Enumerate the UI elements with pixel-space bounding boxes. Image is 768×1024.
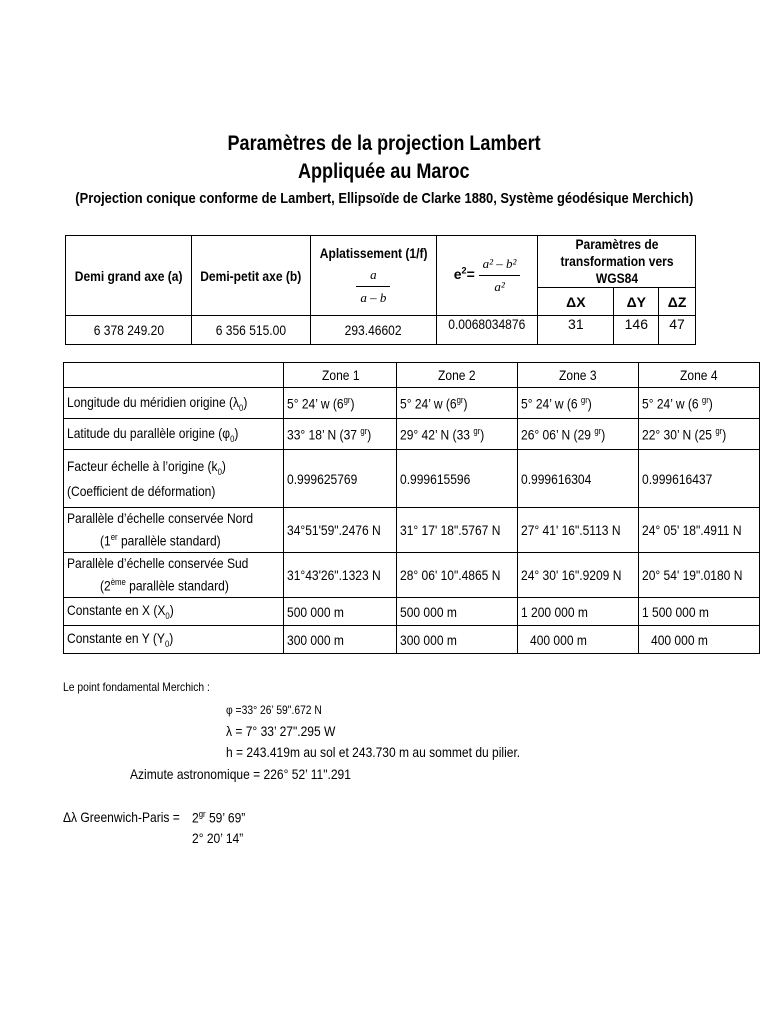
row-label: Parallèle d’échelle conservée Sud (2ème parallèle standard) [64, 553, 284, 598]
zone-header: Zone 1 [284, 363, 397, 388]
table-cell: 26° 06’ N (29 $^{gr}$) [518, 419, 639, 450]
greenwich-paris-grades: $2^{gr}$ 59’ 69” [192, 809, 246, 826]
table-cell: 0.999615596 [397, 450, 518, 508]
table-cell: 0.999616437 [638, 450, 759, 508]
header-flattening: Aplatissement (1/f) $\frac{a}{a - b}$ [310, 236, 436, 316]
row-label: Constante en X $(X_0)$ [64, 598, 284, 626]
page-description: (Projection conique conforme de Lambert, Ellipsoïde de Clarke 1880, Système géodésique Merchich) [75, 190, 693, 207]
value-dz: 47 [659, 316, 696, 345]
header-transformation: Paramètres de transformation vers WGS84 [538, 236, 696, 288]
table-row [64, 419, 760, 450]
fundamental-height: h = 243.419m au sol et 243.730 m au sommet du pilier. [226, 744, 521, 760]
table-cell: 300 000 m [397, 626, 518, 654]
greenwich-paris-degrees: 2° 20’ 14” [192, 830, 244, 846]
value-semi-major-axis: 6 378 249.20 [66, 316, 192, 345]
page-title: Paramètres de la projection Lambert [227, 132, 541, 155]
table-row [64, 553, 760, 598]
row-label: Latitude du parallèle origine $(\varphi_0)$ [64, 419, 284, 450]
table-cell: 20° 54' 19".0180 N [638, 553, 759, 598]
fundamental-point-label: Le point fondamental Merchich : [63, 680, 210, 694]
table-cell: 300 000 m [284, 626, 397, 654]
page-subtitle: Appliquée au Maroc [298, 160, 470, 183]
header-dz: ΔZ [659, 288, 696, 316]
eccentricity-formula: $\frac{\text{a² – b²}}{\text{a²}}$ [479, 256, 521, 295]
fundamental-lambda: λ = 7° 33’ 27".295 W [226, 723, 336, 739]
table-cell: 27° 41' 16".5113 N [518, 508, 639, 553]
fundamental-phi: φ =33° 26’ 59".672 N [226, 703, 322, 717]
value-flattening: 293.46602 [310, 316, 436, 345]
table-row [64, 598, 760, 626]
value-dx: 31 [538, 316, 614, 345]
astronomic-azimuth: Azimute astronomique = 226° 52’ 11".291 [130, 766, 351, 782]
row-label: Constante en Y $(Y_0)$ [64, 626, 284, 654]
table-cell: 29° 42’ N (33 $^{gr}$) [397, 419, 518, 450]
row-label: Longitude du méridien origine $(\lambda_0)$ [64, 388, 284, 419]
table-cell: 34°51'59".2476 N [284, 508, 397, 553]
table-cell: 1 500 000 m [638, 598, 759, 626]
table-cell: 400 000 m [518, 626, 639, 654]
table-cell: 500 000 m [284, 598, 397, 626]
row-label: Parallèle d’échelle conservée Nord (1er parallèle standard) [64, 508, 284, 553]
zone-header: Zone 4 [638, 363, 759, 388]
table-cell: 5° 24’ w (6 $^{gr}$) [638, 388, 759, 419]
table-cell: 24° 30' 16".9209 N [518, 553, 639, 598]
table-row [64, 450, 760, 508]
header-semi-major-axis: Demi grand axe (a) [66, 236, 192, 316]
greenwich-paris-label: Δλ Greenwich-Paris = [63, 809, 180, 825]
table-cell: 24° 05' 18".4911 N [638, 508, 759, 553]
table-cell: 5° 24’ w (6 $^{gr}$) [518, 388, 639, 419]
header-dx: ΔX [538, 288, 614, 316]
zones-corner-cell [64, 363, 284, 388]
value-dy: 146 [614, 316, 659, 345]
header-semi-minor-axis: Demi-petit axe (b) [192, 236, 310, 316]
table-cell: 31°43'26".1323 N [284, 553, 397, 598]
table-row [64, 508, 760, 553]
value-semi-minor-axis: 6 356 515.00 [192, 316, 310, 345]
header-dy: ΔY [614, 288, 659, 316]
row-label: Facteur échelle à l’origine $(k_0)$ (Coefficient de déformation) [64, 450, 284, 508]
table-cell: 500 000 m [397, 598, 518, 626]
table-cell: 400 000 m [638, 626, 759, 654]
zones-table [63, 362, 760, 654]
table-row [64, 388, 760, 419]
table-cell: 5° 24’ w $(6^{gr})$ [397, 388, 518, 419]
value-eccentricity: 0.0068034876 [436, 316, 537, 345]
zone-header: Zone 3 [518, 363, 639, 388]
table-cell: 33° 18’ N (37 $^{gr}$) [284, 419, 397, 450]
ellipsoid-table [65, 235, 696, 345]
table-cell: 1 200 000 m [518, 598, 639, 626]
zone-header: Zone 2 [397, 363, 518, 388]
table-row [64, 626, 760, 654]
table-cell: 0.999625769 [284, 450, 397, 508]
header-eccentricity: $e^2=$ $\frac{\text{a² – b²}}{\text{a²}}$ [436, 236, 537, 316]
table-cell: 31° 17' 18".5767 N [397, 508, 518, 553]
table-cell: 28° 06' 10".4865 N [397, 553, 518, 598]
table-cell: 5° 24’ w $(6^{gr})$ [284, 388, 397, 419]
flattening-formula: $\frac{a}{a - b}$ [356, 267, 390, 306]
table-cell: 22° 30’ N (25 $^{gr}$) [638, 419, 759, 450]
table-cell: 0.999616304 [518, 450, 639, 508]
